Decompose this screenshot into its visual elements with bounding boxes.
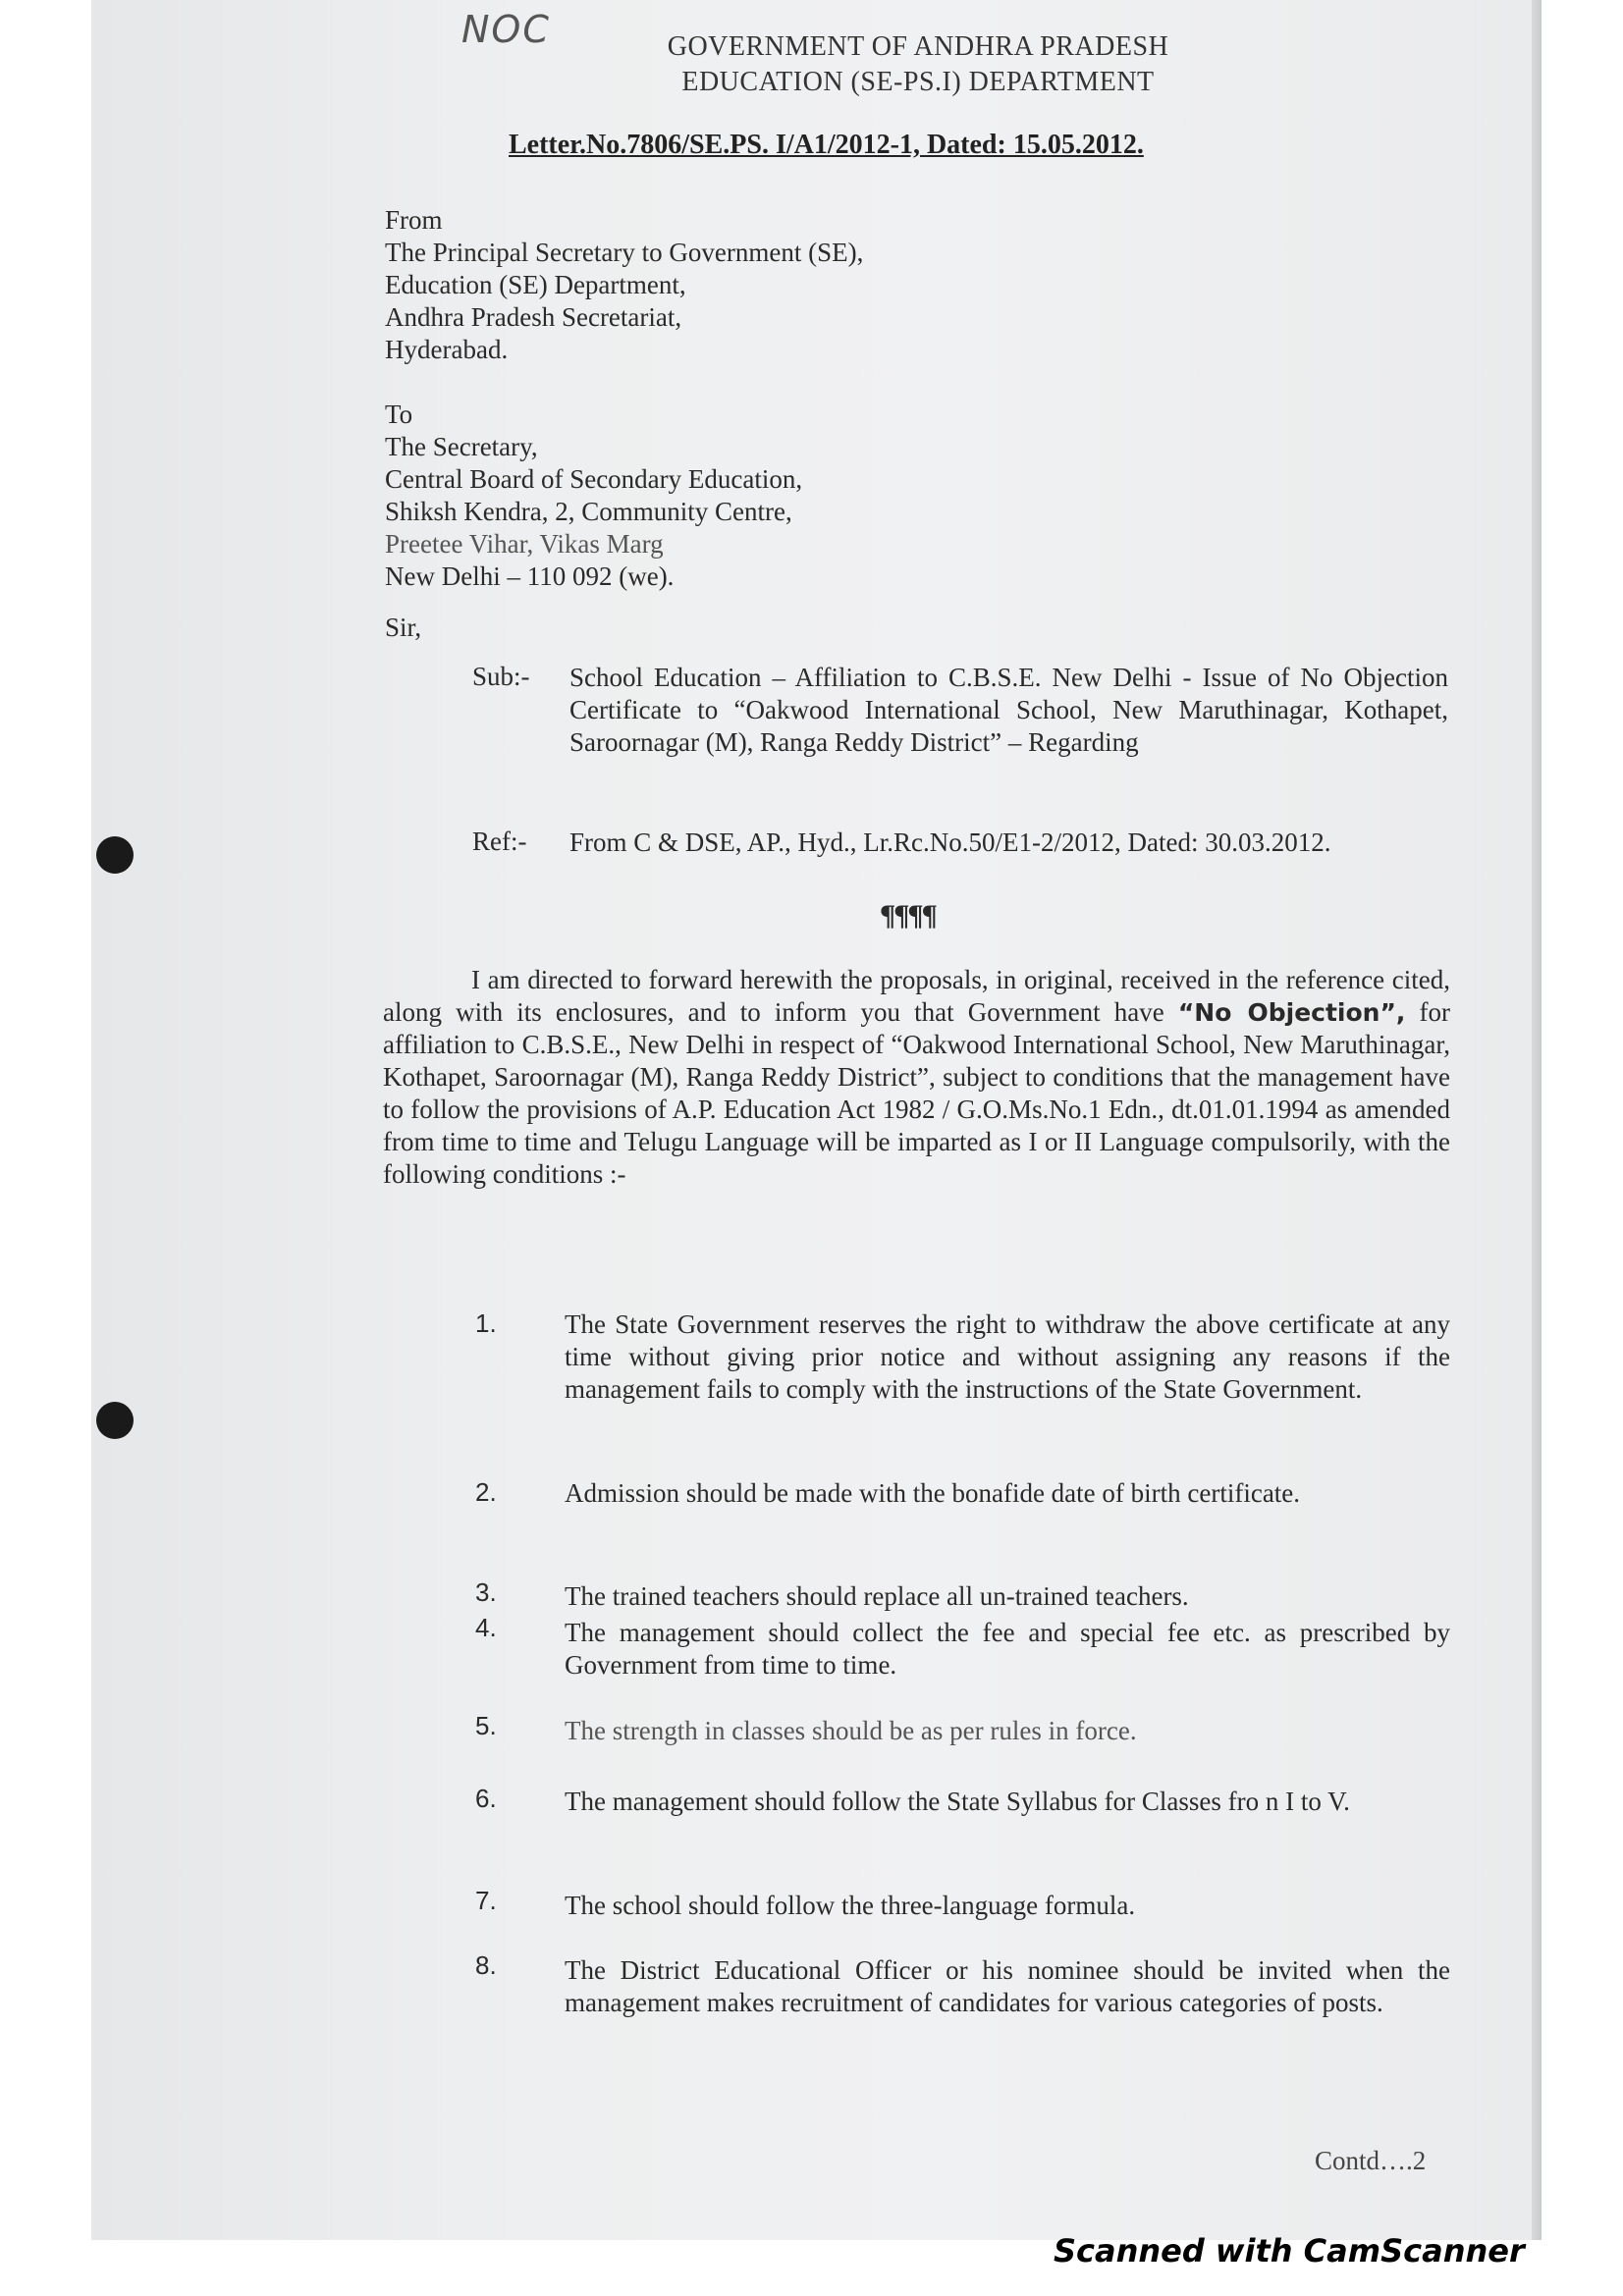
scanner-watermark: Scanned with CamScanner [1054, 2232, 1525, 2269]
to-line: Preetee Vihar, Vikas Marg [385, 529, 664, 559]
header-department: EDUCATION (SE-PS.I) DEPARTMENT [681, 67, 1155, 97]
to-line: Central Board of Secondary Education, [385, 464, 803, 494]
condition-text: The trained teachers should replace all un-trained teachers. [565, 1581, 1189, 1611]
body-text-start: I am directed to forward herewith the proposals, in original, received in the reference cited, along with its enclosures, and to inform you that Government have [383, 965, 1450, 1027]
condition-text: The District Educational Officer or his nominee should be invited when the management makes recruitment of candidates for various categories of posts. [565, 1955, 1450, 2017]
condition-text: The State Government reserves the right to withdraw the above certificate at any time without giving prior notice and without assigning any reasons if the management fails to comply with the instructions of the State Government. [565, 1309, 1450, 1404]
from-address [385, 204, 863, 366]
handwritten-note: NOC [461, 8, 551, 51]
punch-hole [96, 1402, 134, 1439]
reference-text: From C & DSE, AP., Hyd., Lr.Rc.No.50/E1-2/2012, Dated: 30.03.2012. [569, 828, 1331, 857]
subject-text: School Education – Affiliation to C.B.S.E. New Delhi - Issue of No Objection Certificate to “Oakwood International School, New Maruthinagar, Kothapet, Saroornagar (M), Ranga Reddy District” – Regarding [569, 663, 1448, 757]
condition-number: 7. [475, 1886, 497, 1915]
condition-text: The management should collect the fee and special fee etc. as prescribed by Government from time to time. [565, 1618, 1450, 1680]
header-government: GOVERNMENT OF ANDHRA PRADESH [667, 31, 1169, 62]
condition-number: 8. [475, 1950, 497, 1980]
condition-text: Admission should be made with the bonafide date of birth certificate. [565, 1478, 1301, 1508]
continued-marker: Contd….2 [1315, 2146, 1427, 2175]
condition-text: The management should follow the State Syllabus for Classes fro n I to V. [565, 1787, 1350, 1816]
condition-text: The strength in classes should be as per rules in force. [565, 1716, 1137, 1745]
condition-number: 6. [475, 1784, 497, 1813]
from-line: Andhra Pradesh Secretariat, [385, 302, 682, 332]
section-separator: ¶¶¶¶ [880, 899, 936, 932]
body-bold-phrase: “No Objection”, [1177, 998, 1406, 1027]
subject-label: Sub:- [472, 662, 530, 691]
from-line: Hyderabad. [385, 335, 509, 364]
body-text-end: for affiliation to C.B.S.E., New Delhi in respect of “Oakwood International School, New Maruthinagar, Kothapet, Saroornagar (M), Ranga Reddy District”, subject to conditions that the management have to follow the provisions of A.P. Education Act 1982 / G.O.Ms.No.1 Edn., dt.01.01.1994 as amended from time to time and Telugu Language will be imparted as I or II Language compulsorily, with the following conditions :- [383, 997, 1450, 1189]
from-line: The Principal Secretary to Government (SE), [385, 238, 864, 267]
condition-number: 3. [475, 1577, 497, 1607]
to-address [385, 399, 802, 593]
to-line: New Delhi – 110 092 (we). [385, 561, 675, 591]
condition-number: 4. [475, 1613, 497, 1642]
reference-label: Ref:- [472, 827, 527, 856]
condition-number: 2. [475, 1477, 497, 1507]
condition-number: 5. [475, 1711, 497, 1740]
to-label: To [385, 400, 413, 429]
to-line: Shiksh Kendra, 2, Community Centre, [385, 497, 792, 526]
from-label: From [385, 205, 443, 235]
page-edge-shadow [1532, 0, 1542, 2240]
punch-hole [96, 836, 134, 874]
condition-text: The school should follow the three-language formula. [565, 1891, 1136, 1920]
body-paragraph [383, 964, 1450, 1191]
to-line: The Secretary, [385, 432, 538, 461]
condition-number: 1. [475, 1308, 497, 1338]
from-line: Education (SE) Department, [385, 270, 686, 299]
letter-reference: Letter.No.7806/SE.PS. I/A1/2012-1, Dated: 15.05.2012. [509, 130, 1144, 160]
salutation: Sir, [385, 613, 422, 642]
